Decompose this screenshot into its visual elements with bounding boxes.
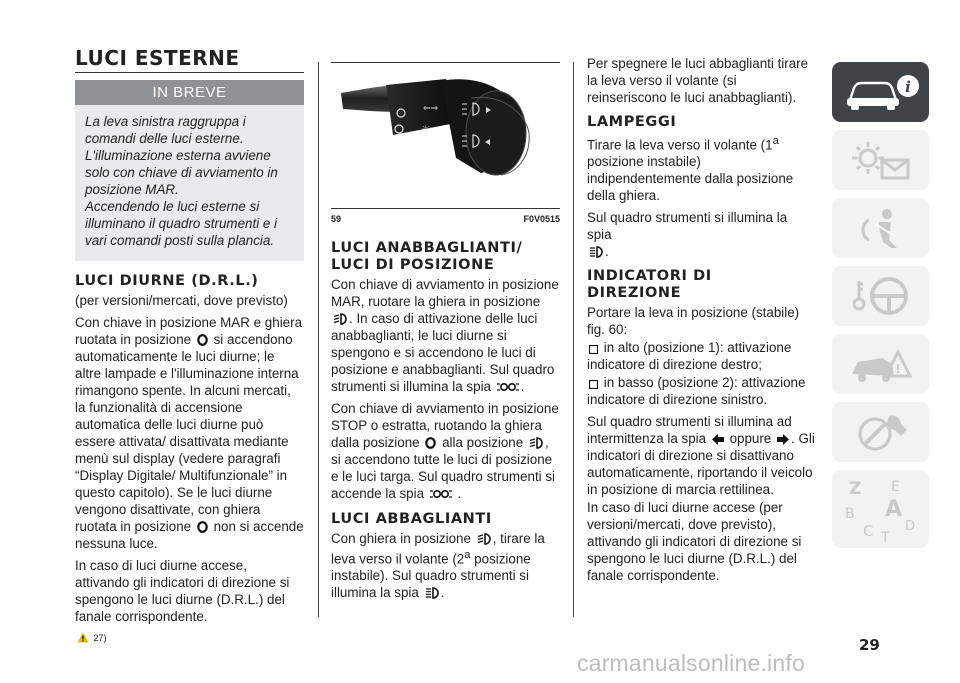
body-text: .	[440, 585, 445, 601]
body-text: Con ghiera in posizione	[331, 531, 471, 546]
tab-starting-driving[interactable]	[832, 266, 929, 326]
brief-paragraph: Accendendo le luci esterne si illuminano il quadro strumenti e i vari comandi posti sulla plancia.	[85, 199, 278, 248]
ring-position-o-icon	[425, 437, 436, 449]
figure-caption	[331, 211, 560, 228]
body-text: posizione instabile) indipendentemente dalla posizione della ghiera.	[587, 154, 794, 204]
body-paragraph	[587, 413, 815, 498]
list-item-text: in basso (posizione 2): attivazione indicatore di direzione sinistro.	[587, 375, 806, 408]
warning-reference	[75, 630, 304, 647]
left-arrow-icon	[712, 434, 724, 445]
drl-text: Con chiave in posizione MAR e ghiera ruotata in posizione	[75, 315, 303, 347]
drl-paragraph	[75, 314, 304, 552]
drl-paragraph: (per versioni/mercati, dove previsto)	[75, 293, 288, 308]
body-text: , si accendono tutte le luci di posizione e le luci targa. Sul quadro strumenti si accende la spia	[331, 435, 556, 501]
column-2	[331, 62, 560, 606]
body-text: Con chiave di avviamento in posizione STOP o estratta, ruotando la ghiera dalla posizione	[331, 401, 559, 450]
section-title: LUCI ESTERNE	[75, 46, 240, 70]
figure-number: 59	[331, 214, 342, 224]
warning-ref-text: 27)	[93, 633, 107, 643]
tab-warning-lights[interactable]	[832, 130, 929, 190]
body-paragraph	[587, 133, 815, 204]
body-text: . Gli indicatori di direzione si disattivano automaticamente, riportando il veicolo in posizione di marcia rettilinea.	[587, 431, 815, 498]
brief-box	[75, 80, 304, 261]
light-lever-illustration	[331, 63, 560, 208]
right-arrow-icon	[777, 434, 789, 445]
heading-line: INDICATORI DI	[587, 268, 712, 285]
body-text: Sul quadro strumenti si illumina la spia	[587, 210, 788, 243]
index-letters-icon	[841, 474, 921, 544]
steering-key-icon	[849, 274, 913, 318]
index-letter: A	[884, 497, 902, 522]
page-number: 29	[859, 636, 880, 654]
bullet-square-icon	[589, 380, 598, 389]
bullet-square-icon	[589, 345, 598, 354]
brief-paragraph: La leva sinistra raggruppa i comandi delle luci esterne.	[85, 114, 246, 146]
drl-text: si accendono automaticamente le luci diurne; le altre lampade e l'illuminazione interna rimangono spente. In alcuni mercati, la funzionalità di accensione automatica delle luci diurne può essere attivata/ disattivata mediante menù sul display (vedere paragrafi “Display Digitale/ Multifunzionale” in questo capitolo). Se le luci diurne vengono disattivate, con ghiera ruotata in posizione	[75, 332, 299, 534]
tab-index[interactable]	[832, 470, 929, 548]
position-lights-icon	[497, 381, 519, 393]
body-paragraph	[587, 209, 815, 260]
watermark: carmanualsonline.info	[577, 650, 805, 676]
body-text: .	[605, 244, 609, 260]
high-beam-heading: LUCI ABBAGLIANTI	[331, 511, 492, 527]
body-text: oppure	[729, 431, 772, 447]
body-paragraph: Portare la leva in posizione (stabile) fig. 60:	[587, 305, 800, 338]
body-paragraph: Per spegnere le luci abbaglianti tirare la leva verso il volante (si reinseriscono le luci anabbaglianti).	[587, 56, 809, 105]
maintenance-tools-icon	[851, 408, 911, 456]
turn-signal-heading	[587, 268, 815, 302]
flash-heading: LAMPEGGI	[587, 114, 677, 130]
heading-line: DIREZIONE	[587, 285, 682, 302]
car-info-icon	[842, 72, 920, 112]
lever-figure	[331, 63, 560, 208]
airbag-seat-icon	[851, 206, 911, 250]
tab-safety[interactable]	[832, 198, 929, 258]
svg-text:!: !	[894, 362, 901, 376]
column-divider	[573, 62, 574, 617]
high-beam-paragraph	[331, 530, 560, 601]
figure-code: F0V0515	[523, 214, 560, 224]
list-item-text: in alto (posizione 1): attivazione indicatore di direzione destro;	[587, 340, 792, 373]
superscript: a	[772, 135, 779, 147]
ring-position-o-icon	[197, 521, 208, 533]
body-text: .	[457, 486, 462, 501]
body-text: , tirare la leva verso il volante (2	[331, 531, 545, 567]
index-letter: T	[880, 530, 890, 544]
warning-lights-icon	[846, 138, 916, 182]
low-beam-icon	[529, 437, 543, 449]
heading-line: LUCI ANABBAGLIANTI/	[331, 240, 523, 256]
body-text: posizione instabile). Sul quadro strumenti si illumina la spia	[331, 551, 531, 601]
drl-text: non si accende nessuna luce.	[75, 519, 304, 551]
warning-triangle-icon	[77, 632, 89, 643]
position-lights-icon	[430, 488, 452, 500]
body-text: .	[520, 379, 525, 394]
high-beam-icon	[425, 587, 439, 599]
body-text: Sul quadro strumenti si illumina ad intermittenza la spia	[587, 414, 792, 447]
tab-maintenance[interactable]	[832, 402, 929, 462]
drl-heading: LUCI DIURNE (D.R.L.)	[75, 273, 259, 289]
body-text: Tirare la leva verso il volante (1	[587, 137, 773, 153]
svg-text:i: i	[904, 78, 911, 96]
body-paragraph: In caso di luci diurne accese (per versioni/mercati, dove previsto), attivando gli indicatori di direzione si spengono le luci diurne (D.R.L.) del fanale corrispondente.	[587, 500, 802, 584]
superscript: a	[464, 549, 471, 561]
index-letter: C	[862, 522, 873, 540]
index-letter: E	[890, 479, 900, 495]
low-beam-paragraph	[331, 276, 560, 395]
figure-bottom-rule	[331, 208, 560, 209]
column-3	[587, 55, 815, 589]
body-text: . In caso di attivazione delle luci anabbaglianti, le luci diurne si spengono e si accendono le luci di posizione e anabbaglianti. Sul quadro strumenti si illumina la spia	[331, 311, 555, 394]
crash-triangle-icon	[848, 342, 914, 386]
svg-text:⇐⇒: ⇐⇒	[423, 104, 439, 114]
title-rule	[75, 72, 304, 73]
svg-text:☼: ☼	[421, 123, 431, 136]
heading-line: LUCI DI POSIZIONE	[331, 257, 495, 273]
index-letter: D	[904, 519, 915, 534]
tab-emergency[interactable]	[832, 334, 929, 394]
column-1	[75, 46, 304, 647]
low-beam-icon	[477, 533, 491, 545]
brief-paragraph: L'illuminazione esterna avviene solo con chiave di avviamento in posizione MAR.	[85, 148, 278, 197]
column-divider	[318, 62, 319, 617]
brief-body	[75, 105, 304, 261]
low-beam-paragraph	[331, 400, 560, 502]
high-beam-icon	[589, 246, 603, 258]
tab-vehicle-info[interactable]	[832, 62, 929, 122]
list-item	[587, 374, 815, 408]
list-item	[587, 339, 815, 373]
body-text: alla posizione	[442, 435, 524, 450]
brief-heading: IN BREVE	[75, 80, 304, 105]
drl-paragraph: In caso di luci diurne accese, attivando gli indicatori di direzione si spengono le luci diurne (D.R.L.) del fanale corrispondente.	[75, 558, 290, 624]
index-letter: B	[844, 506, 855, 522]
index-letter: Z	[848, 479, 861, 499]
ring-position-o-icon	[197, 334, 208, 346]
low-beam-heading	[331, 240, 560, 274]
low-beam-icon	[333, 313, 347, 325]
body-text: Con chiave di avviamento in posizione MAR, ruotare la ghiera in posizione	[331, 277, 559, 309]
